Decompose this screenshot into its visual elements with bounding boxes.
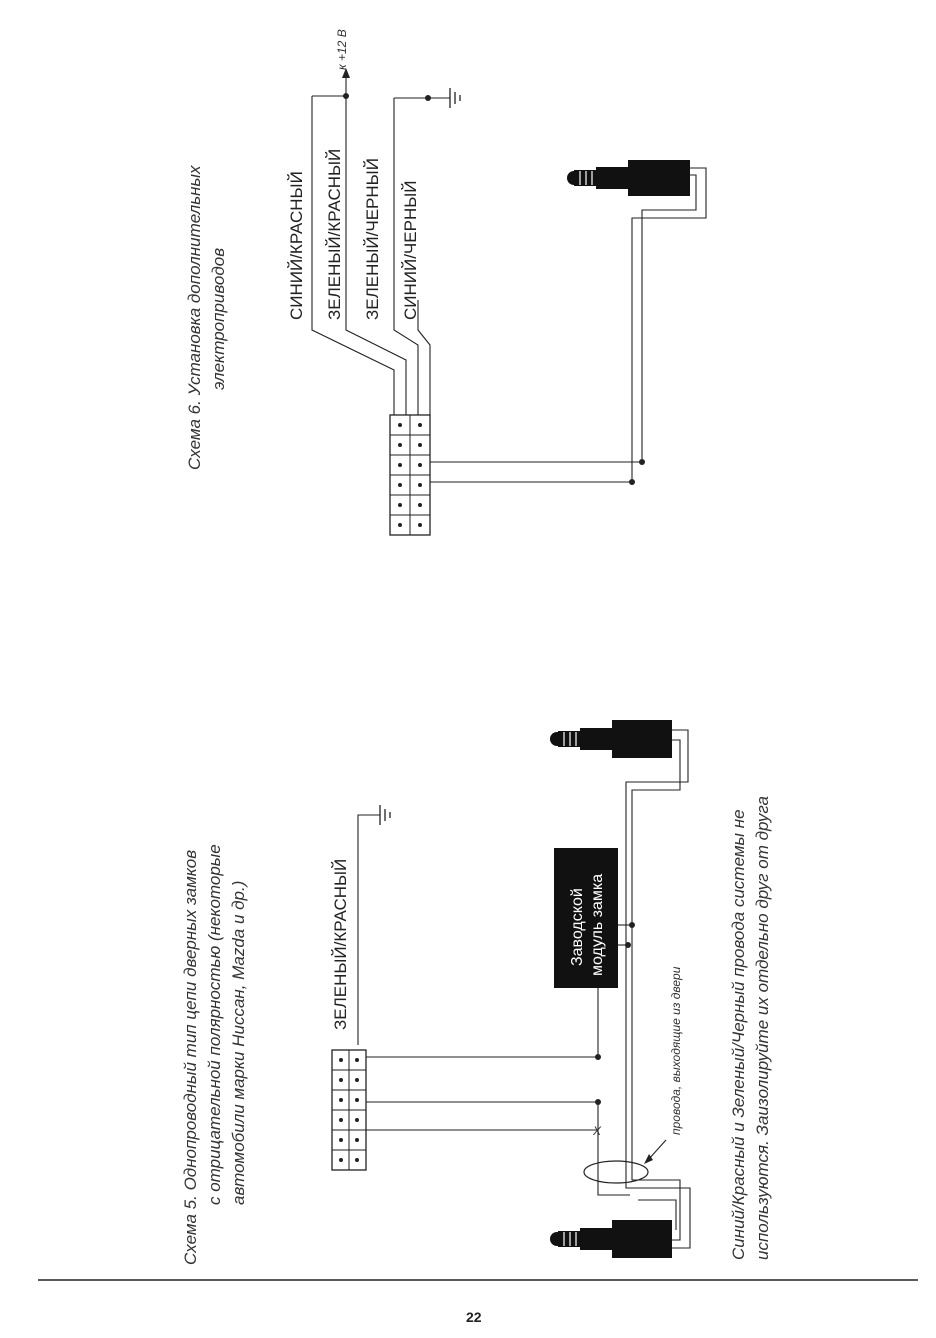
scheme6-wire-label-blue-black: СИНИЙ/ЧЕРНЫЙ xyxy=(401,180,420,320)
scheme6-caption-line1: Схема 6. Установка дополнительных xyxy=(185,165,204,470)
scheme5-caption-line3: автомобили марки Ниссан, Mazda и др.) xyxy=(229,880,248,1205)
scheme6-caption xyxy=(185,165,228,470)
scheme6-power-junction xyxy=(343,93,349,99)
scheme6-power-label: к +12 В xyxy=(335,29,349,70)
scheme5-door-wires-label: провода, выходящие из двери xyxy=(669,966,683,1135)
scheme6-ground-icon xyxy=(450,88,460,108)
scheme5-caption-line1: Схема 5. Однопроводный тип цепи дверных замков xyxy=(181,849,200,1265)
scheme5-connector xyxy=(332,1050,366,1170)
scheme6-wire-label-green-black: ЗЕЛЕНЫЙ/ЧЕРНЫЙ xyxy=(363,158,382,320)
page-number: 22 xyxy=(466,1309,482,1325)
scheme5-door-wire-left xyxy=(598,1102,630,1195)
scheme5-ground-icon xyxy=(380,805,390,825)
scheme5-wire-label-green-red: ЗЕЛЕНЫЙ/КРАСНЫЙ xyxy=(331,858,350,1030)
scheme5-door-wire-2 xyxy=(626,730,688,945)
scheme5-wire-green-red xyxy=(358,815,380,1045)
scheme6-ground-junction xyxy=(425,95,431,101)
scheme5-note-line1: Синий/Красный и Зеленый/Черный провода системы не xyxy=(729,809,748,1260)
scheme5 xyxy=(181,720,772,1265)
scheme6-caption-line2: электроприводов xyxy=(209,247,228,390)
scheme6-wire-label-blue-red: СИНИЙ/КРАСНЫЙ xyxy=(287,171,306,320)
scheme6-actuator-wire-4 xyxy=(632,168,706,482)
scheme5-door-wire-1 xyxy=(632,740,680,925)
scheme5-cut-mark: X xyxy=(593,1124,602,1138)
scheme5-factory-module xyxy=(554,848,618,988)
scheme5-module-line2: модуль замка xyxy=(589,873,606,976)
scheme6-wire-label-green-red: ЗЕЛЕНЫЙ/КРАСНЫЙ xyxy=(325,148,344,320)
scheme5-actuator-top-icon xyxy=(550,720,672,758)
scheme5-caption xyxy=(181,844,248,1265)
scheme5-wire-bundle-marker xyxy=(584,1161,648,1183)
scheme6 xyxy=(185,29,706,535)
scheme5-note-line2: используются. Заизолируйте их отдельно друг от друга xyxy=(753,795,772,1260)
scheme6-actuator-icon xyxy=(567,160,690,196)
scheme5-caption-line2: с отрицательной полярностью (некоторые xyxy=(205,844,224,1205)
scheme6-connector xyxy=(390,415,430,535)
scheme5-module-line1: Заводской xyxy=(569,888,586,966)
scheme5-actuator-bottom-icon xyxy=(550,1220,672,1258)
